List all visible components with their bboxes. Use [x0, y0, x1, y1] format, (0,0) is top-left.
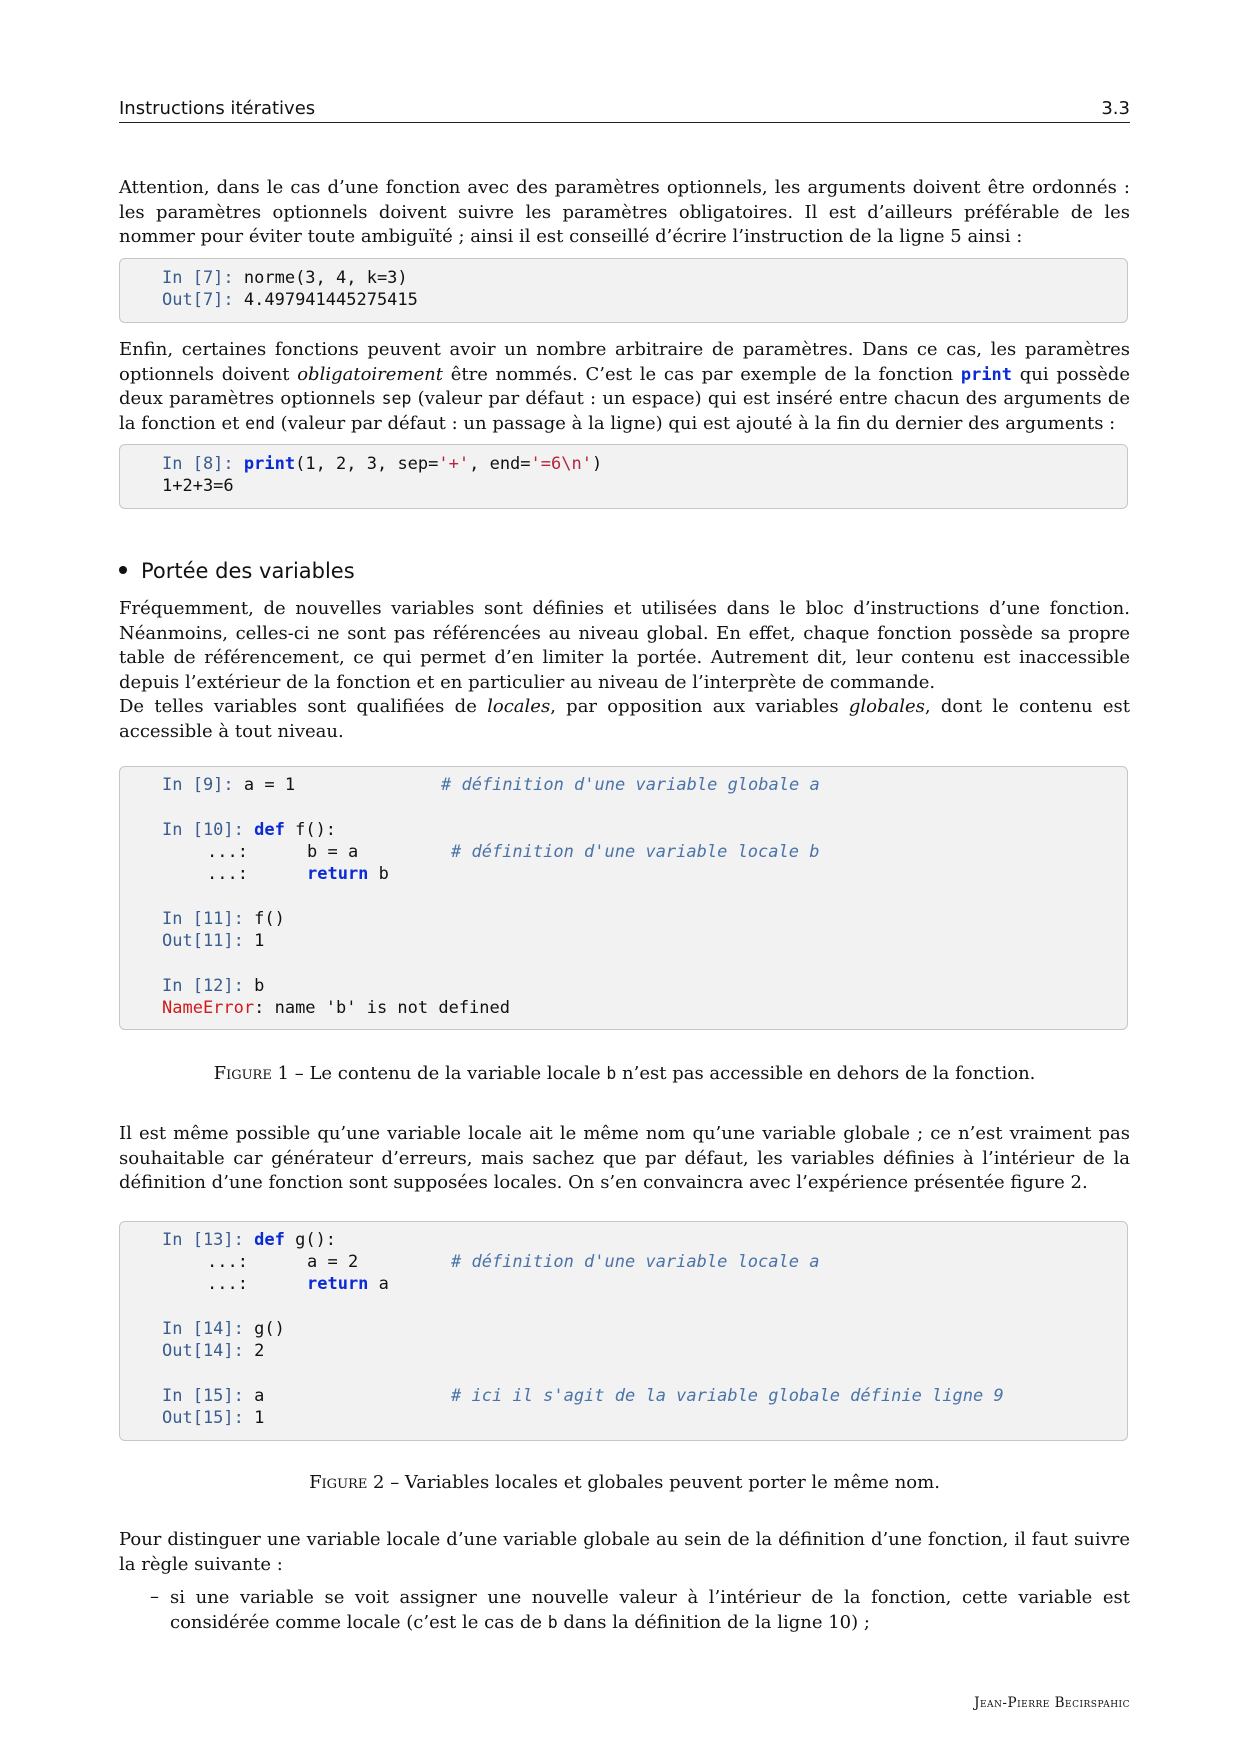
code-line: In [7]: norme(3, 4, k=3) [162, 268, 408, 288]
running-header [119, 96, 1130, 123]
code-continuation: ...: [207, 1274, 248, 1294]
code-line: In [9]: a = 1 [162, 775, 296, 795]
code-continuation: ...: [207, 842, 248, 862]
code-block-norme [119, 258, 1128, 323]
code-line: In [10]: def f(): [162, 820, 337, 840]
code-comment: # définition d'une variable locale a [451, 1252, 820, 1272]
code-block-figure1 [119, 766, 1128, 1030]
header-title: Instructions itératives [119, 98, 316, 119]
code-output: 1+2+3=6 [162, 476, 234, 496]
code-continuation: ...: [207, 1252, 248, 1272]
bullet-icon [119, 566, 127, 574]
code-line: In [12]: b [162, 976, 265, 996]
code-line: In [14]: g() [162, 1319, 285, 1339]
code-line: return a [307, 1274, 389, 1294]
list-dash: – [150, 1586, 159, 1607]
paragraph-print-params: Enfin, certaines fonctions peuvent avoir un nombre arbitraire de paramètres. Dans ce cas, les paramètres optionnels doivent obligatoirement être nommés. C’est le cas par exemple de la fonction print qui possède deux paramètres optionnels sep (valeur par défaut : un espace) qui est inséré entre chacun des arguments de la fonction et end (valeur par défaut : un passage à la ligne) qui est ajouté à la fin du dernier des arguments : [119, 339, 1130, 434]
code-line: Out[15]: 1 [162, 1408, 265, 1428]
print-keyword: print [960, 364, 1013, 385]
header-section-number: 3.3 [1101, 98, 1130, 119]
paragraph-scope: Fréquemment, de nouvelles variables sont définies et utilisées dans le bloc d’instructions d’une fonction. Néanmoins, celles-ci ne sont pas référencées au niveau global. En effet, chaque fonction possède sa propre table de référencement, ce qui permet d’en limiter la portée. Autrement dit, leur contenu est inaccessible depuis l’extérieur de la fonction et en particulier au niveau de l’interprète de commande. De telles variables sont qualifiées de locales, par opposition aux variables globales, dont le contenu est accessible à tout niveau. [119, 598, 1130, 742]
code-line: In [15]: a [162, 1386, 265, 1406]
paragraph-rule: Pour distinguer une variable locale d’une variable globale au sein de la définition d’une fonction, il faut suivre la règle suivante : [119, 1529, 1130, 1575]
paragraph-optional-params: Attention, dans le cas d’une fonction avec des paramètres optionnels, les arguments doivent être ordonnés : les paramètres optionnels doivent suivre les paramètres obligatoires. Il est d’ailleurs préférable de les nommer pour éviter toute ambiguïté ; ainsi il est conseillé d’écrire l’instruction de la ligne 5 ainsi : [119, 177, 1130, 248]
code-line: In [11]: f() [162, 909, 285, 929]
code-line: b = a [307, 842, 359, 862]
code-line: Out[11]: 1 [162, 931, 265, 951]
code-line: In [13]: def g(): [162, 1230, 337, 1250]
paragraph-same-name: Il est même possible qu’une variable locale ait le même nom qu’une variable globale ; ce n’est vraiment pas souhaitable car générateur d’erreurs, mais sachez que par défaut, les variables définies à l’intérieur de la définition d’une fonction sont supposées locales. On s’en convaincra avec l’expérience présentée figure 2. [119, 1123, 1130, 1194]
code-continuation: ...: [207, 864, 248, 884]
code-line: In [8]: print(1, 2, 3, sep='+', end='=6\n') [162, 454, 603, 474]
code-error-line: NameError: name 'b' is not defined [162, 998, 510, 1018]
code-block-figure2 [119, 1221, 1128, 1441]
code-comment: # ici il s'agit de la variable globale définie ligne 9 [451, 1386, 1004, 1406]
code-line: Out[14]: 2 [162, 1341, 265, 1361]
code-comment: # définition d'une variable locale b [451, 842, 820, 862]
code-block-print [119, 444, 1128, 509]
footer-author: Jean-Pierre Becirspahic [974, 1695, 1130, 1711]
code-line: a = 2 [307, 1252, 359, 1272]
code-comment: # définition d'une variable globale a [441, 775, 820, 795]
figure-caption-1: Figure 1 – Le contenu de la variable locale b n’est pas accessible en dehors de la fonction. [213, 1063, 1036, 1084]
figure-caption-2: Figure 2 – Variables locales et globales peuvent porter le même nom. [309, 1472, 940, 1493]
code-line: Out[7]: 4.497941445275415 [162, 290, 418, 310]
section-heading: Portée des variables [119, 559, 355, 583]
code-line: return b [307, 864, 389, 884]
list-item: si une variable se voit assigner une nouvelle valeur à l’intérieur de la fonction, cette variable est considérée comme locale (c’est le cas de b dans la définition de la ligne 10) ; [170, 1587, 1130, 1633]
